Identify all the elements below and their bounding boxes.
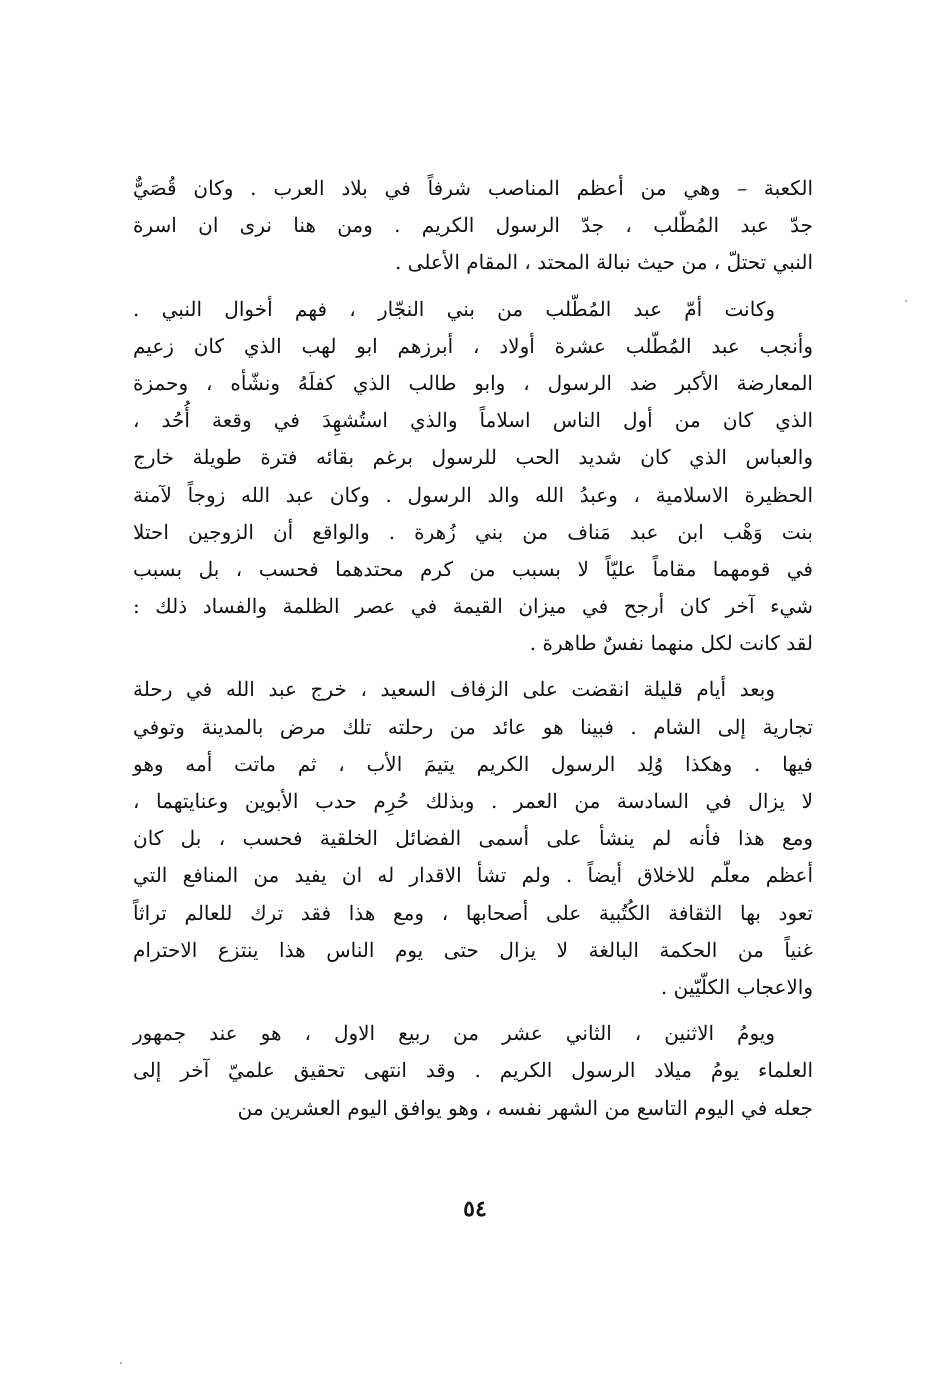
paragraph-gap <box>133 282 813 291</box>
paragraph <box>133 291 813 663</box>
text-line: جدّ عبد المُطّلب ، جدّ الرسول الكريم . ومن هنا نرى ان اسرة <box>133 213 813 238</box>
text-line: لقد كانت لكل منهما نفسٌ طاهرة . <box>529 631 813 656</box>
text-line: الذي كان من أول الناس اسلاماً والذي استُشهِدَ في وقعة أُحُد ، <box>133 408 813 433</box>
paragraph-gap <box>133 1006 813 1015</box>
text-line: الكعبة – وهي من أعظم المناصب شرفاً في بلاد العرب . وكان قُصَيٌّ <box>133 176 813 200</box>
text-line: أعظم معلّم للاخلاق أيضاً . ولم تشأ الاقدار له ان يفيد من المنافع التي <box>133 863 813 888</box>
text-line: غنياً من الحكمة البالغة لا يزال حتى يوم الناس هذا ينتزع الاحترام <box>133 937 813 962</box>
body-text <box>133 170 813 1127</box>
text-line: وبعد أيام قليلة انقضت على الزفاف السعيد ، خرج عبد الله في رحلة <box>133 677 775 702</box>
page-number: ٥٤ <box>463 1196 487 1222</box>
paragraph <box>133 170 813 282</box>
text-line: المعارضة الأكبر ضد الرسول ، وابو طالب الذي كفلَهُ ونشّأه ، وحمزة <box>133 370 813 395</box>
text-line: شيء آخر كان أرجح في ميزان القيمة في عصر الظلمة والفساد ذلك : <box>133 594 813 619</box>
text-line: والاعجاب الكلّيّين . <box>660 974 813 999</box>
text-line: العلماء يومُ ميلاد الرسول الكريم . وقد انتهى تحقيق علميّ آخر إلى <box>133 1058 813 1083</box>
text-line: والعباس الذي كان شديد الحب للرسول برغم بقائه فترة طويلة خارج <box>133 445 813 470</box>
paragraph <box>133 1015 813 1127</box>
scan-speck <box>120 1362 122 1364</box>
text-line: بنت وَهْب ابن عبد مَناف من بني زُهرة . والواقع أن الزوجين احتلا <box>133 519 813 544</box>
paragraph-gap <box>133 662 813 671</box>
text-line: تعود بها الثقافة الكُتُبية على أصحابها ، ومع هذا فقد ترك للعالم تراثاً <box>133 900 813 925</box>
text-line: في قومهما مقاماً عليّاً لا بسبب من كرم محتدهما فحسب ، بل بسبب <box>133 556 813 581</box>
text-line: فيها . وهكذا وُلِد الرسول الكريم يتيمَ الأب ، ثم ماتت أمه وهو <box>133 751 813 776</box>
text-line: ويومُ الاثنين ، الثاني عشر من ربيع الاول ، هو عند جمهور <box>133 1021 776 1046</box>
text-line: تجارية إلى الشام . فبينا هو عائد من رحلته تلك مرض بالمدينة وتوفي <box>133 714 813 739</box>
text-line: لا يزال في السادسة من العمر . وبذلك حُرِم حدب الأبوين وعنايتهما ، <box>133 789 813 813</box>
paragraph <box>133 671 813 1006</box>
text-line: وأنجب عبد المُطّلب عشرة أولاد ، أبرزهم ابو لهب الذي كان زعيم <box>133 333 813 358</box>
scan-speck <box>905 300 907 302</box>
text-line: الحظيرة الاسلامية ، وعبدُ الله والد الرسول . وكان عبد الله زوجاً لآمنة <box>133 482 813 507</box>
text-line: النبي تحتلّ ، من حيث نبالة المحتد ، المقام الأعلى . <box>394 250 813 275</box>
text-line: ومع هذا فأنه لم ينشأ على أسمى الفضائل الخلقية فحسب ، بل كان <box>133 826 813 851</box>
text-line: وكانت أمّ عبد المُطّلب من بني النجّار ، فهم أخوال النبي . <box>133 296 775 321</box>
text-line: جعله في اليوم التاسع من الشهر نفسه ، وهو يوافق اليوم العشرين من <box>237 1095 813 1120</box>
